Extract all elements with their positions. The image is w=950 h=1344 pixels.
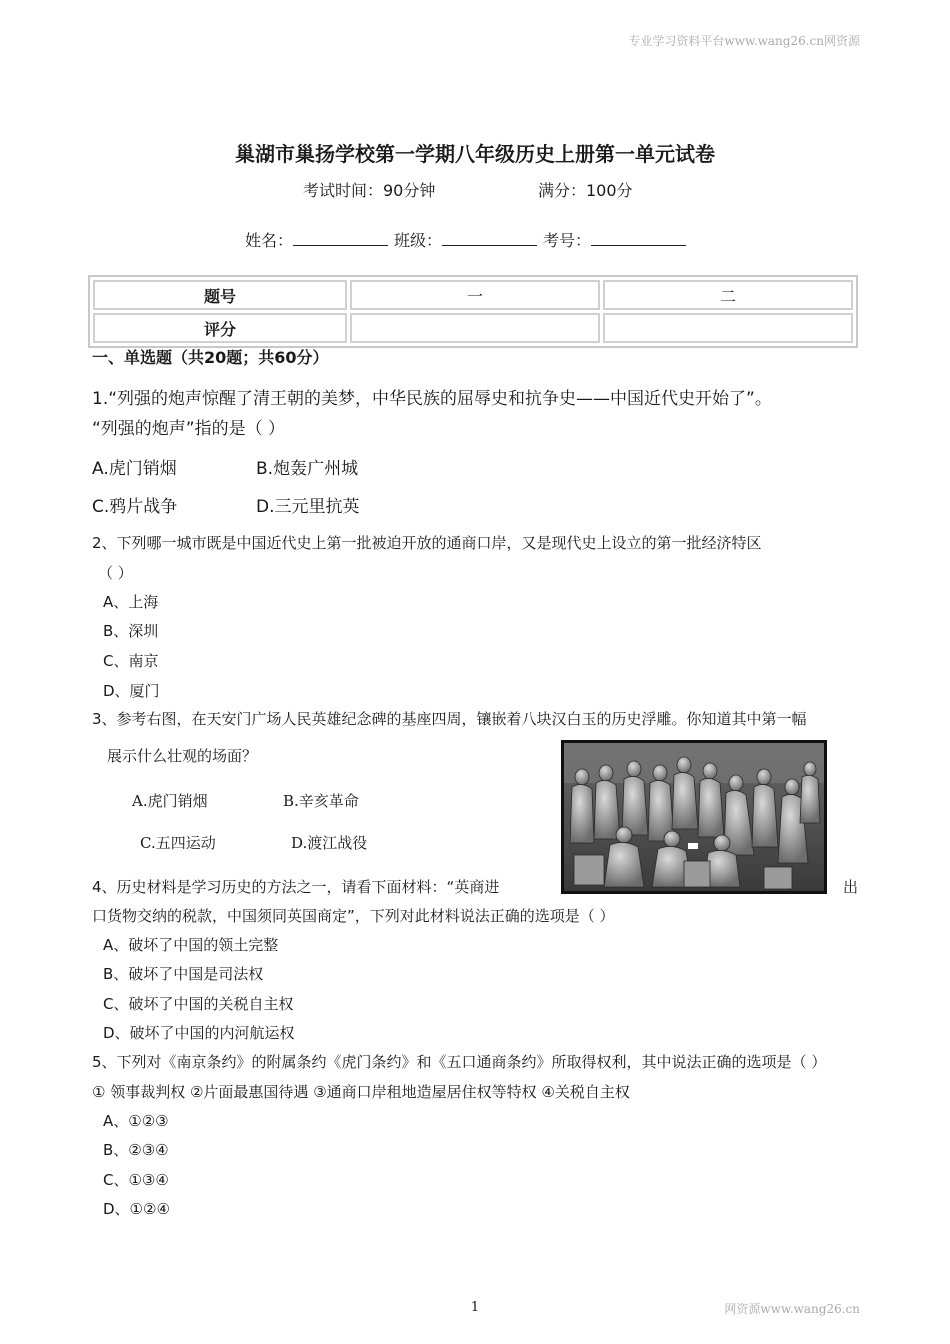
name-blank[interactable] xyxy=(293,229,388,246)
exam-time: 考试时间：90分钟 xyxy=(303,181,436,200)
q4-option-d[interactable]: D、破坏了中国的内河航运权 xyxy=(103,1024,295,1042)
q3-stem: 3、参考右图，在天安门广场人民英雄纪念碑的基座四周，镶嵌着八块汉白玉的历史浮雕。你知道其中第一幅 xyxy=(92,710,807,728)
q2-stem-2: （ ） xyxy=(98,564,133,582)
q2-stem: 2、下列哪一城市既是中国近代史上第一批被迫开放的通商口岸，又是现代史上设立的第一批经济特区 xyxy=(92,534,762,552)
name-label: 姓名： xyxy=(245,231,294,250)
q3-stem-2: 展示什么壮观的场面？ xyxy=(107,747,258,765)
q5-stem-2: ① 领事裁判权 ②片面最惠国待遇 ③通商口岸租地造屋居住权等特权 ④关税自主权 xyxy=(92,1083,630,1101)
q4-stem: 4、历史材料是学习历史的方法之一，请看下面材料：“英商进 xyxy=(92,878,500,896)
q4-option-a[interactable]: A、破坏了中国的领土完整 xyxy=(103,936,279,954)
score-table-row xyxy=(93,280,853,310)
header-watermark: 专业学习资料平台www.wang26.cn网资源 xyxy=(628,34,860,48)
score-table-cell: 题号 xyxy=(93,280,347,310)
q3-option-d[interactable]: D.渡江战役 xyxy=(291,834,368,852)
q2-option-a[interactable]: A、上海 xyxy=(103,593,159,611)
class-blank[interactable] xyxy=(442,229,537,246)
q1-stem-2: “列强的炮声”指的是（ ） xyxy=(92,419,286,439)
score-table xyxy=(88,275,858,348)
section-heading: 一、单选题（共20题；共60分） xyxy=(92,348,329,367)
score-table-cell: 二 xyxy=(603,280,853,310)
q4-stem-2: 口货物交纳的税款，中国须同英国商定”，下列对此材料说法正确的选项是（ ） xyxy=(92,907,615,925)
q5-stem: 5、下列对《南京条约》的附属条约《虎门条约》和《五口通商条约》所取得权利，其中说法正确的选项是（ ） xyxy=(92,1053,827,1071)
student-info-line xyxy=(245,228,692,251)
score-table-row xyxy=(93,313,853,343)
q1-option-a[interactable]: A.虎门销烟 xyxy=(92,459,177,479)
score-input-cell[interactable] xyxy=(350,313,600,343)
q3-option-b[interactable]: B.辛亥革命 xyxy=(283,792,359,810)
q5-option-d[interactable]: D、①②④ xyxy=(103,1200,170,1218)
q2-option-c[interactable]: C、南京 xyxy=(103,652,159,670)
q1-option-d[interactable]: D.三元里抗英 xyxy=(256,497,360,517)
class-label: 班级： xyxy=(394,231,443,250)
relief-illustration xyxy=(564,743,824,891)
footer-source: 网资源www.wang26.cn xyxy=(724,1302,860,1316)
number-label: 考号： xyxy=(543,231,592,250)
exam-title: 巢湖市巢扬学校第一学期八年级历史上册第一单元试卷 xyxy=(235,142,715,166)
q4-option-b[interactable]: B、破坏了中国是司法权 xyxy=(103,965,264,983)
q5-option-b[interactable]: B、②③④ xyxy=(103,1141,169,1159)
q1-option-b[interactable]: B.炮轰广州城 xyxy=(256,459,359,479)
full-score: 满分：100分 xyxy=(538,181,633,200)
score-table-cell: 一 xyxy=(350,280,600,310)
q2-option-d[interactable]: D、厦门 xyxy=(103,682,160,700)
q3-option-a[interactable]: A.虎门销烟 xyxy=(132,792,208,810)
q5-option-c[interactable]: C、①③④ xyxy=(103,1171,169,1189)
monument-relief-image xyxy=(561,740,827,894)
q4-stem-end: 出 xyxy=(843,878,859,896)
page-number: 1 xyxy=(470,1300,480,1315)
score-input-cell[interactable] xyxy=(603,313,853,343)
number-blank[interactable] xyxy=(591,229,686,246)
q4-option-c[interactable]: C、破坏了中国的关税自主权 xyxy=(103,995,294,1013)
q5-option-a[interactable]: A、①②③ xyxy=(103,1112,169,1130)
q1-stem: 1.“列强的炮声惊醒了清王朝的美梦，中华民族的屈辱史和抗争史——中国近代史开始了”。 xyxy=(92,389,772,409)
score-table-cell: 评分 xyxy=(93,313,347,343)
q2-option-b[interactable]: B、深圳 xyxy=(103,622,159,640)
q1-option-c[interactable]: C.鸦片战争 xyxy=(92,497,178,517)
q3-option-c[interactable]: C.五四运动 xyxy=(140,834,216,852)
